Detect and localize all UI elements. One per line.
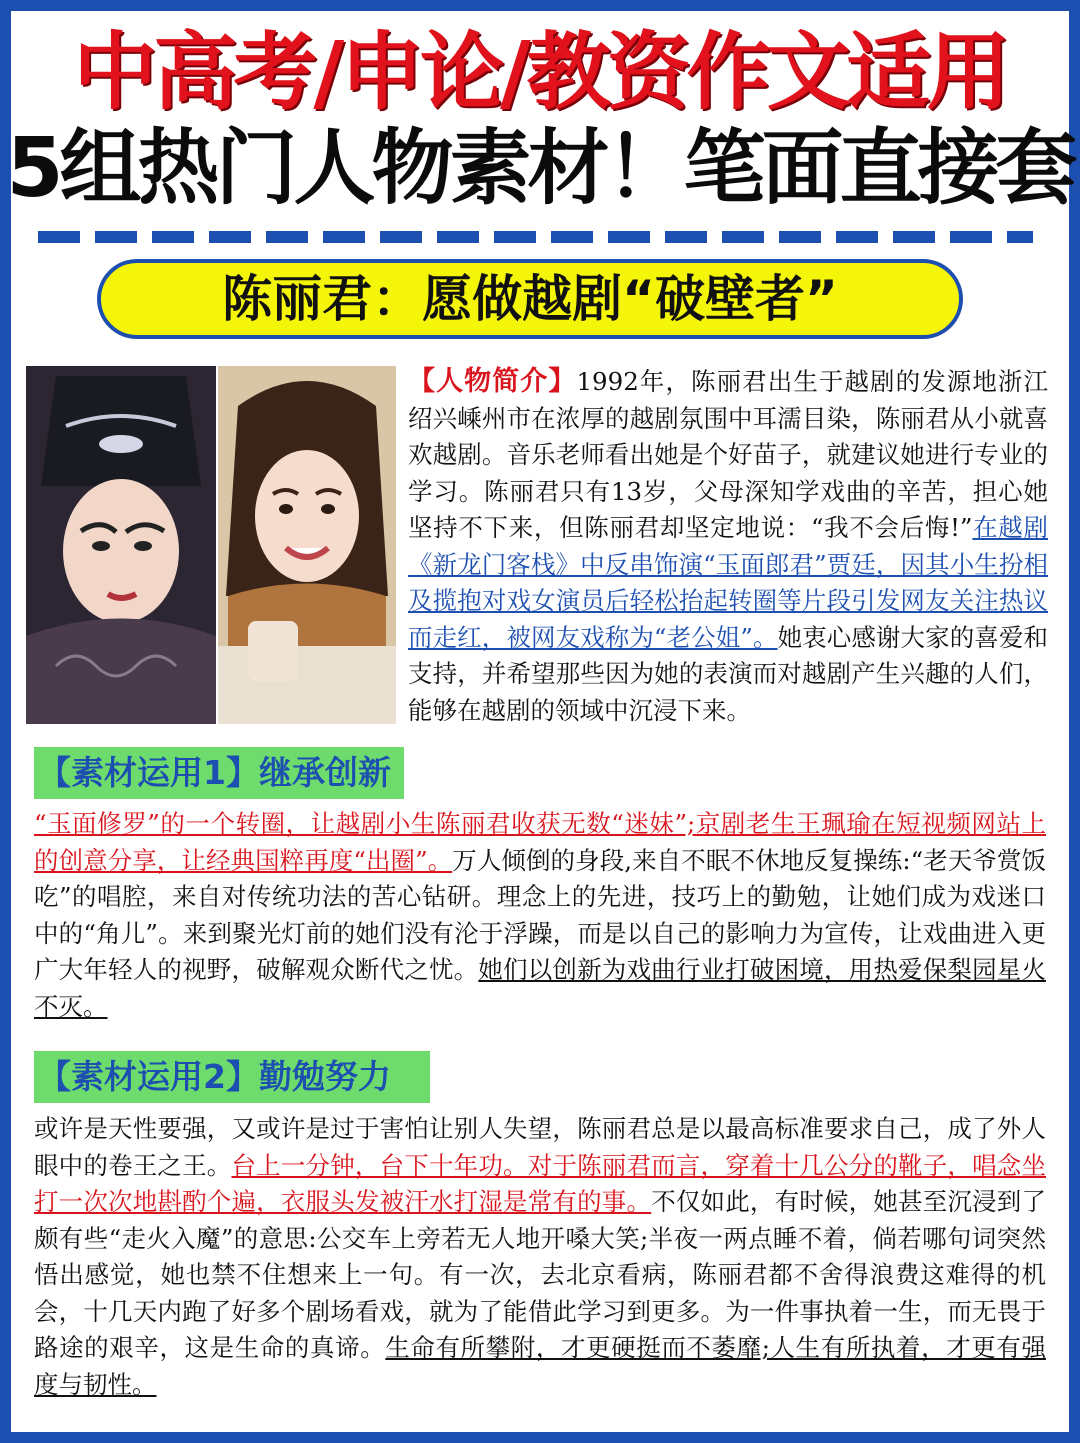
section1-red-text: “玉面修罗”的一个转圈，让越剧小生陈丽君收获无数“迷妹”;京剧老生王珮瑜在短视频网站上的创意分享，让经典国粹再度“出圈”。: [34, 809, 1046, 875]
intro-paragraph: [408, 364, 1048, 729]
topic-banner: 陈丽君：愿做越剧“破壁者”: [97, 259, 963, 339]
section1-heading: 【素材运用1】继承创新: [34, 747, 404, 799]
page-title-line2: 5组热门人物素材！笔面直接套: [6, 121, 1074, 216]
intro-text-1: 1992年，陈丽君出生于越剧的发源地浙江绍兴嵊州市在浓厚的越剧氛围中耳濡目染，陈丽君从小就喜欢越剧。音乐老师看出她是个好苗子，就建议她进行专业的学习。陈丽君只有13岁，父母深知学戏曲的辛苦，担心她坚持不下来，但陈丽君却坚定地说：“我不会后悔!”: [408, 367, 1048, 542]
intro-text-2: 她衷心感谢大家的喜爱和支持，并希望那些因为她的表演而对越剧产生兴趣的人们，能够在越剧的领域中沉浸下来。: [408, 622, 1048, 725]
dashed-divider: [38, 231, 1033, 243]
section2-text-2: 不仅如此，有时候，她甚至沉浸到了颇有些“走火入魔”的意思:公交车上旁若无人地开嗓大笑;半夜一两点睡不着，倘若哪句词突然悟出感觉，她也禁不住想来上一句。有一次，去北京看病，陈丽君都不舍得浪费这难得的机会，十几天内跑了好多个剧场看戏，就为了能借此学习到更多。为一件事执着一生，而无畏于路途的艰辛，这是生命的真谛。: [34, 1187, 1046, 1362]
casual-portrait-photo: [218, 366, 396, 724]
section2-underlined: 生命有所攀附，才更硬挺而不萎靡;人生有所执着，才更有强度与韧性。: [34, 1333, 1046, 1399]
section2-paragraph: [34, 1111, 1046, 1403]
intro-highlight: 在越剧《新龙门客栈》中反串饰演“玉面郎君”贾廷，因其小生扮相及揽抱对戏女演员后轻松抬起转圈等片段引发网友关注热议而走红，被网友戏称为“老公姐”。: [408, 513, 1048, 652]
opera-portrait-photo: [26, 366, 216, 724]
section1-underlined: 她们以创新为戏曲行业打破困境，用热爱保梨园星火不灭。: [34, 955, 1046, 1021]
section1-text: 万人倾倒的身段,来自不眠不休地反复操练:“老天爷赏饭吃”的唱腔，来自对传统功法的苦心钻研。理念上的先进，技巧上的勤勉，让她们成为戏迷口中的“角儿”。来到聚光灯前的她们没有沦于浮躁，而是以自己的影响力为宣传，让戏曲进入更广大年轻人的视野，破解观众断代之忧。: [34, 845, 1046, 984]
section1-paragraph: [34, 806, 1046, 1025]
section2-heading: 【素材运用2】勤勉努力: [34, 1051, 430, 1103]
section2-text-1: 或许是天性要强，又或许是过于害怕让别人失望，陈丽君总是以最高标准要求自己，成了外人眼中的卷王之王。: [34, 1114, 1046, 1180]
page-title-line1: 中高考/申论/教资作文适用: [73, 23, 1007, 121]
intro-tag: 【人物简介】: [408, 366, 577, 397]
section2-red-text: 台上一分钟，台下十年功。对于陈丽君而言，穿着十几公分的靴子，唱念坐打一次次地斟酌个遍，衣服头发被汗水打湿是常有的事。: [34, 1150, 1046, 1216]
